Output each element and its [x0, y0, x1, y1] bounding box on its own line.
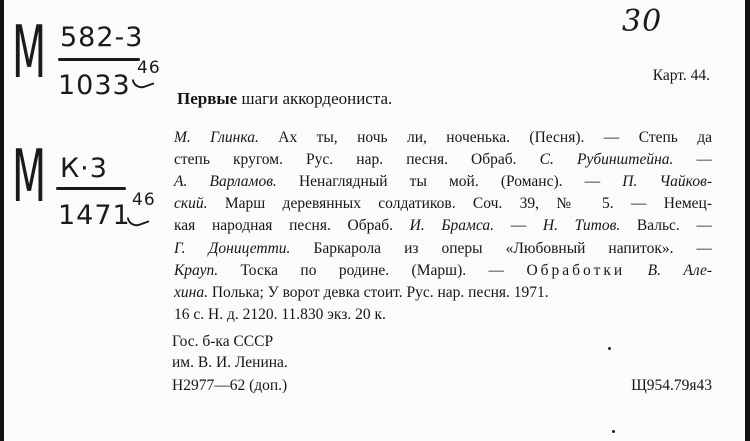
shelfmark-2-top: К·3 — [60, 153, 108, 184]
shelfmark-1-letter: М — [12, 10, 47, 94]
shelfmark-1-top: 582-3 — [60, 22, 144, 53]
classification-code: Щ954.79я43 — [631, 377, 712, 394]
shelfmark-1-rule — [58, 58, 140, 61]
speck — [608, 347, 611, 350]
contents-text: Марш деревянных солдатиков. Соч. 39, № 5. — Немец- — [207, 195, 712, 213]
contents-line — [174, 194, 712, 214]
contents-name: С. Рубинштейна. — [539, 151, 674, 169]
contents-name: В. Але- — [647, 261, 713, 279]
shelfmark-2-rule — [56, 187, 126, 190]
scan-edge-left — [0, 0, 4, 441]
contents-name: Крауп. — [174, 261, 219, 279]
shelfmark-1-hook — [132, 73, 155, 91]
contents-name: П. Чайков- — [622, 173, 712, 191]
contents-name: И. Брамса. — [409, 217, 495, 235]
shelfmark-1-sup: 46 — [137, 58, 161, 78]
shelfmark-2-letter: М — [12, 134, 47, 218]
contents-line — [174, 261, 712, 281]
book-title-bold: Первые — [177, 89, 238, 108]
accession-number: Н2977—62 (доп.) — [172, 377, 288, 394]
contents-line — [174, 239, 712, 259]
contents-text — [625, 262, 647, 279]
contents-text: Тоска по родине. (Марш). — — [218, 261, 527, 279]
book-title — [177, 89, 392, 109]
scan-edge-right — [745, 0, 750, 441]
contents-text: Ах ты, ночь ли, ноченька. (Песня). — Степь да — [258, 129, 713, 146]
contents-name: хина. — [174, 283, 208, 301]
speck — [612, 430, 615, 433]
contents-line — [174, 216, 712, 236]
contents-name: ский. — [174, 195, 208, 213]
publisher-line-1: Гос. б-ка СССР — [172, 333, 274, 350]
card-number: Карт. 44. — [652, 67, 710, 84]
contents-text: кая народная песня. Обраб. — [174, 217, 410, 235]
publisher-line-2: им. В. И. Ленина. — [172, 354, 288, 371]
shelfmark-2-sup: 46 — [132, 190, 156, 210]
contents-text: — — [494, 217, 543, 235]
contents-name: М. Глинка. — [174, 129, 259, 146]
contents-text: 16 с. Н. д. 2120. 11.830 экз. 20 к. — [174, 305, 386, 323]
contents-name: Г. Доницетти. — [174, 239, 291, 257]
contents-line — [174, 150, 712, 170]
contents-name: Н. Титов. — [542, 217, 621, 235]
contents-text: Вальс. — — [620, 217, 712, 235]
contents-line — [174, 172, 712, 192]
contents-text: Баркарола из оперы «Любовный напиток». — — [290, 239, 712, 257]
contents-text: — — [673, 151, 713, 169]
contents-line — [174, 128, 712, 148]
contents-text: степь кругом. Рус. нар. песня. Обраб. — [174, 151, 540, 169]
contents-line — [174, 283, 712, 303]
contents-line — [174, 305, 712, 325]
contents-text: Обработки — [526, 261, 626, 279]
contents-text: Полька; У ворот девка стоит. Рус. нар. песня. 1971. — [207, 283, 549, 301]
corner-number: 30 — [622, 4, 663, 39]
shelfmark-2-bottom: 1471 — [58, 200, 131, 231]
shelfmark-1-bottom: 1033 — [58, 70, 131, 101]
contents-name: А. Варламов. — [174, 173, 277, 191]
book-title-rest: шаги аккордеониста. — [237, 89, 393, 108]
contents-text: Ненаглядный ты мой. (Романс). — — [276, 173, 623, 191]
